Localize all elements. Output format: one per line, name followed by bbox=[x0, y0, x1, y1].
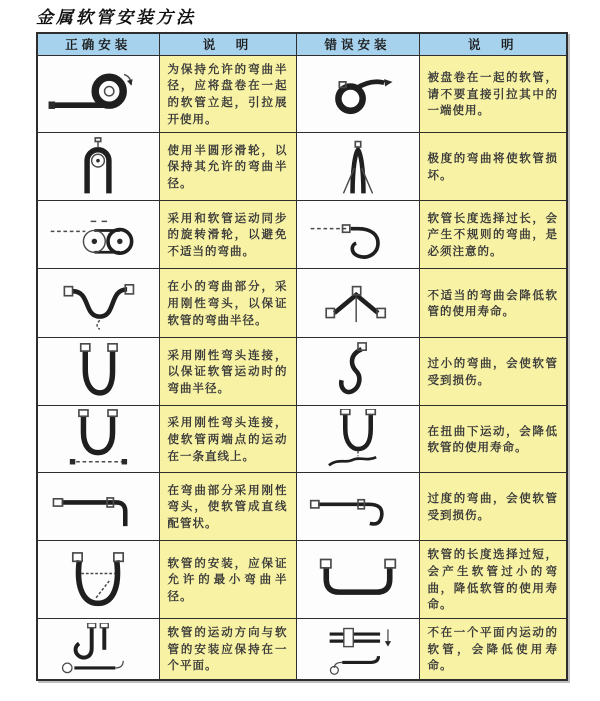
correct-illustration-cell bbox=[37, 406, 159, 473]
wrong-illustration-cell bbox=[296, 618, 419, 680]
motion-out-of-plane-illustration bbox=[302, 623, 414, 675]
correct-description: 使用半圆形滑轮，以保持其允许的弯曲半径。 bbox=[159, 133, 296, 201]
correct-illustration-cell bbox=[37, 269, 159, 338]
wrong-description: 不在一个平面内运动的软管，会降低使用寿命。 bbox=[419, 618, 567, 680]
wrong-illustration-cell bbox=[296, 473, 419, 541]
correct-description: 采用刚性弯头连接，使软管两端点的运动在一条直线上。 bbox=[159, 406, 296, 473]
wrong-description: 过小的弯曲，会使软管受到损伤。 bbox=[419, 338, 567, 406]
table-row bbox=[37, 269, 567, 338]
synchronized-rotating-pulley-illustration bbox=[42, 205, 154, 265]
wrong-description: 软管的长度选择过短，会产生软管过小的弯曲，降低软管的使用寿命。 bbox=[419, 541, 567, 619]
table-row bbox=[37, 55, 567, 133]
correct-description: 采用和软管运动同步的旋转滑轮，以避免不适当的弯曲。 bbox=[159, 201, 296, 269]
installation-methods-table bbox=[36, 32, 568, 681]
wrong-description: 在扭曲下运动，会降低软管的使用寿命。 bbox=[419, 406, 567, 473]
table-row bbox=[37, 541, 567, 619]
correct-description: 软管的运动方向与软管的安装应保持在一个平面。 bbox=[159, 618, 296, 680]
wrong-description: 不适当的弯曲会降低软管的使用寿命。 bbox=[419, 269, 567, 338]
correct-illustration-cell bbox=[37, 618, 159, 680]
wrong-description: 软管长度选择过长，会产生不规则的弯曲，是必须注意的。 bbox=[419, 201, 567, 269]
correct-description: 为保持允许的弯曲半径，应将盘卷在一起的软管立起，引拉展开使用。 bbox=[159, 55, 296, 133]
motion-in-one-plane-illustration bbox=[42, 623, 154, 675]
hose-too-short-illustration bbox=[302, 549, 414, 611]
correct-description: 在小的弯曲部分，采用刚性弯头，以保证软管的弯曲半径。 bbox=[159, 269, 296, 338]
wrong-illustration-cell bbox=[296, 201, 419, 269]
extreme-bend-illustration bbox=[302, 137, 414, 197]
wrong-description: 被盘卷在一起的软管，请不要直接引拉其中的一端使用。 bbox=[419, 55, 567, 133]
header-row bbox=[37, 33, 567, 55]
header-wrong-description: 说 明 bbox=[419, 33, 567, 55]
table-row bbox=[37, 133, 567, 201]
wrong-description: 极度的弯曲将使软管损坏。 bbox=[419, 133, 567, 201]
correct-illustration-cell bbox=[37, 55, 159, 133]
endpoints-on-straight-line-illustration bbox=[42, 409, 154, 469]
wrong-illustration-cell bbox=[296, 406, 419, 473]
minimum-bend-radius-illustration bbox=[42, 549, 154, 611]
coiled-hose-upright-illustration bbox=[42, 63, 154, 125]
correct-illustration-cell bbox=[37, 201, 159, 269]
table-row bbox=[37, 618, 567, 680]
wrong-illustration-cell bbox=[296, 55, 419, 133]
wrong-illustration-cell bbox=[296, 338, 419, 406]
improper-sharp-bend-illustration bbox=[302, 273, 414, 333]
semicircular-pulley-illustration bbox=[42, 137, 154, 197]
correct-illustration-cell bbox=[37, 338, 159, 406]
hose-too-long-loop-illustration bbox=[302, 205, 414, 265]
too-small-bend-illustration bbox=[302, 342, 414, 402]
table-row bbox=[37, 201, 567, 269]
table-row bbox=[37, 406, 567, 473]
header-wrong-install: 错误安装 bbox=[296, 33, 419, 55]
page-title: 金属软管安装方法 bbox=[36, 8, 196, 28]
page bbox=[0, 3, 600, 681]
correct-illustration-cell bbox=[37, 473, 159, 541]
correct-description: 软管的安装，应保证允许的最小弯曲半径。 bbox=[159, 541, 296, 619]
excessive-bend-illustration bbox=[302, 477, 414, 537]
header-correct-description: 说 明 bbox=[159, 33, 296, 55]
coiled-hose-pulled-illustration bbox=[302, 63, 414, 125]
twisted-motion-illustration bbox=[302, 409, 414, 469]
wrong-illustration-cell bbox=[296, 541, 419, 619]
straight-piping-with-elbow-illustration bbox=[42, 477, 154, 537]
correct-description: 在弯曲部分采用刚性弯头，使软管成直线配管状。 bbox=[159, 473, 296, 541]
correct-illustration-cell bbox=[37, 133, 159, 201]
correct-illustration-cell bbox=[37, 541, 159, 619]
table-row bbox=[37, 473, 567, 541]
correct-description: 采用刚性弯头连接，以保证软管运动时的弯曲半径。 bbox=[159, 338, 296, 406]
rigid-elbow-small-bend-illustration bbox=[42, 273, 154, 333]
table-row bbox=[37, 338, 567, 406]
header-correct-install: 正确安装 bbox=[37, 33, 159, 55]
rigid-elbow-connection-illustration bbox=[42, 342, 154, 402]
wrong-illustration-cell bbox=[296, 133, 419, 201]
wrong-description: 过度的弯曲，会使软管受到损伤。 bbox=[419, 473, 567, 541]
wrong-illustration-cell bbox=[296, 269, 419, 338]
